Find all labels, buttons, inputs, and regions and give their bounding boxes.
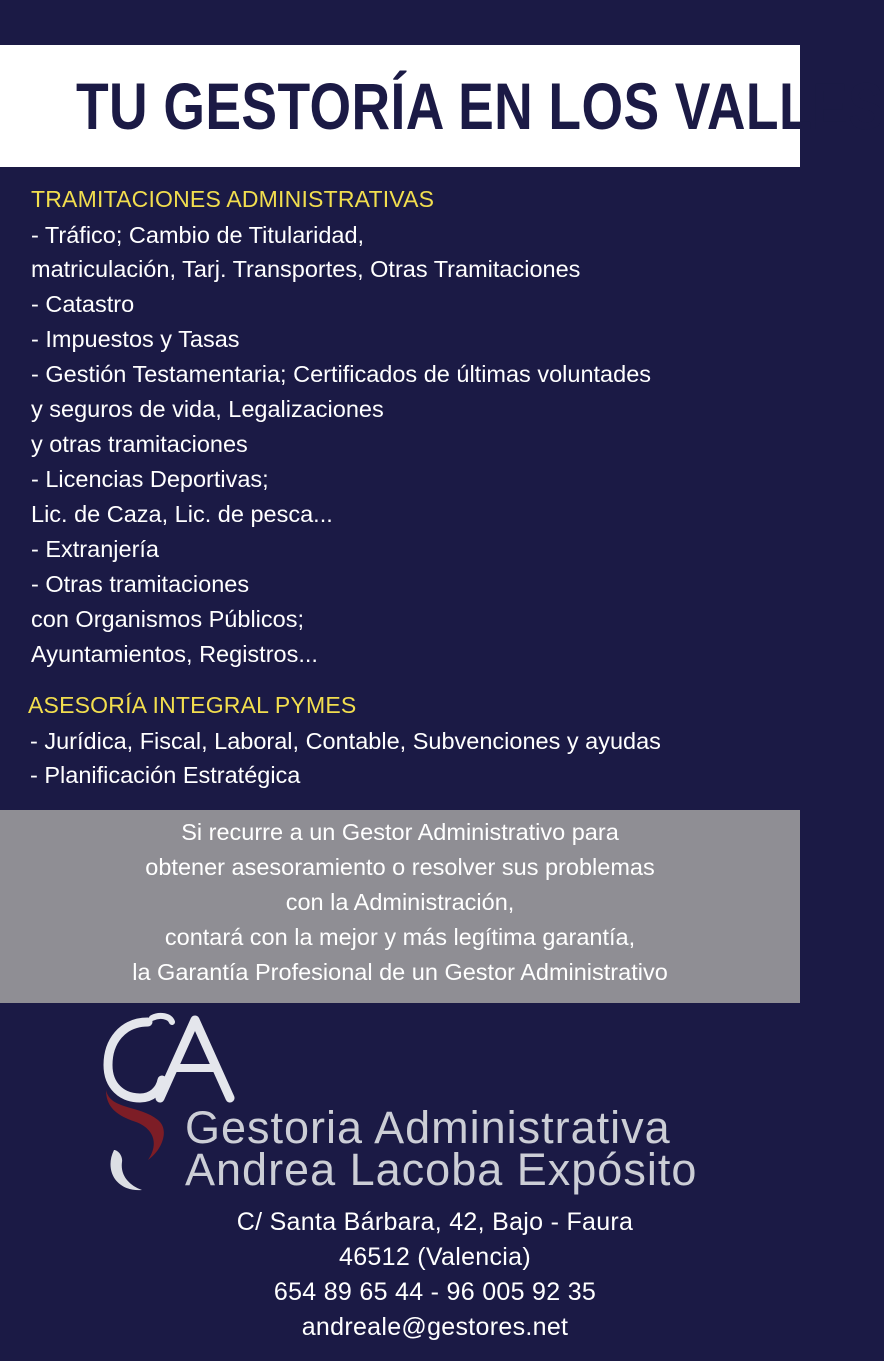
page-title: TU GESTORÍA EN LOS VALLES: [76, 69, 884, 143]
tramitaciones-line: Ayuntamientos, Registros...: [31, 641, 318, 667]
tramitaciones-line: - Catastro: [31, 291, 135, 317]
asesoria-line: - Jurídica, Fiscal, Laboral, Contable, Subvenciones y ayudas: [30, 728, 661, 754]
logo-line-owner: Andrea Lacoba Expósito: [185, 1144, 698, 1195]
guarantee-line: obtener asesoramiento o resolver sus problemas: [145, 854, 655, 880]
tramitaciones-line: - Extranjería: [31, 536, 159, 562]
contact-address: C/ Santa Bárbara, 42, Bajo - Faura: [236, 1208, 634, 1236]
asesoria-heading: ASESORÍA INTEGRAL PYMES: [28, 692, 357, 718]
tramitaciones-line: con Organismos Públicos;: [31, 606, 304, 632]
logo-line-company: Gestoria Administrativa: [185, 1102, 671, 1153]
tramitaciones-line: - Licencias Deportivas;: [31, 466, 269, 492]
guarantee-line: contará con la mejor y más legítima garantía,: [164, 924, 636, 950]
asesoria-line: - Planificación Estratégica: [30, 762, 301, 788]
tramitaciones-line: - Impuestos y Tasas: [31, 326, 240, 352]
tramitaciones-line: y seguros de vida, Legalizaciones: [31, 396, 384, 422]
contact-email: andreale@gestores.net: [301, 1313, 569, 1341]
tramitaciones-line: - Otras tramitaciones: [31, 571, 250, 597]
tramitaciones-line: matriculación, Tarj. Transportes, Otras Tramitaciones: [31, 256, 581, 282]
guarantee-band: [0, 810, 800, 1003]
contact-phones: 654 89 65 44 - 96 005 92 35: [273, 1278, 597, 1306]
guarantee-line: la Garantía Profesional de un Gestor Administrativo: [132, 959, 668, 985]
tramitaciones-line: - Tráfico; Cambio de Titularidad,: [31, 222, 365, 248]
guarantee-line: Si recurre a un Gestor Administrativo para: [181, 819, 619, 845]
tramitaciones-line: Lic. de Caza, Lic. de pesca...: [31, 501, 333, 527]
guarantee-line: con la Administración,: [285, 889, 515, 915]
tramitaciones-heading: TRAMITACIONES ADMINISTRATIVAS: [31, 186, 435, 212]
tramitaciones-line: y otras tramitaciones: [31, 431, 248, 457]
contact-city: 46512 (Valencia): [339, 1243, 531, 1271]
title-band: [0, 45, 884, 167]
tramitaciones-line: - Gestión Testamentaria; Certificados de últimas voluntades: [31, 361, 652, 387]
